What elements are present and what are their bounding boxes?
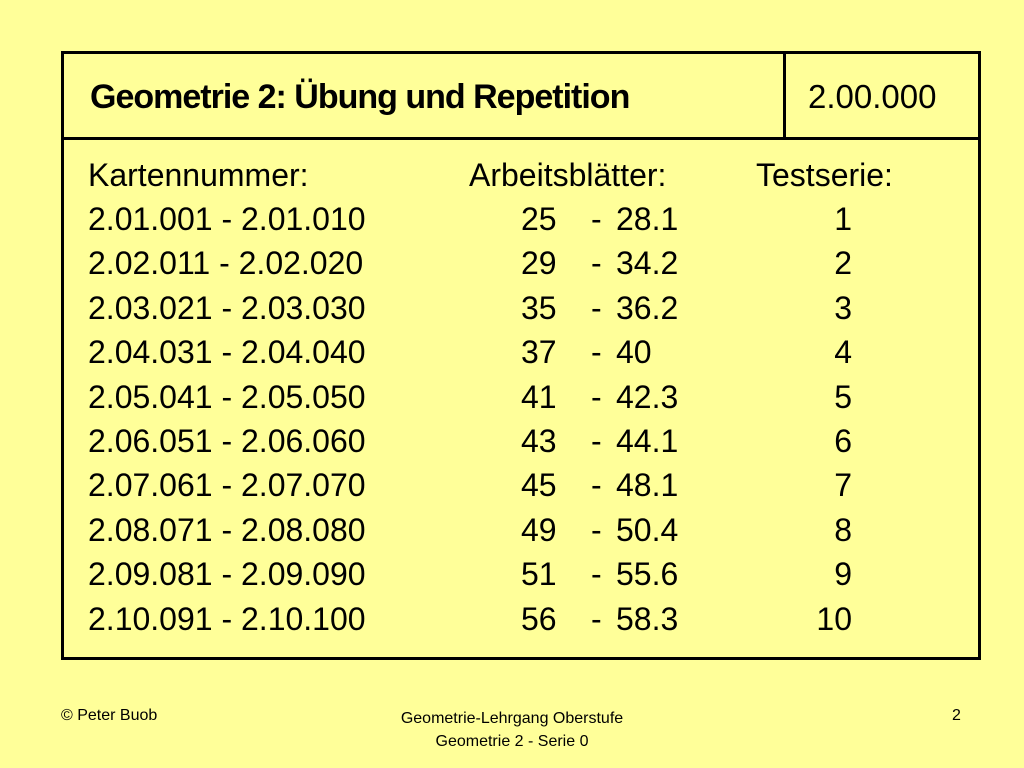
test-series-number: 4 [834, 334, 852, 371]
card-range: 2.03.021 - 2.03.030 [88, 289, 366, 326]
worksheet-from: 51 [521, 556, 557, 593]
test-series-number: 9 [834, 556, 852, 593]
header-cards: Kartennummer: [88, 157, 309, 193]
worksheet-from: 37 [521, 334, 557, 371]
worksheet-from: 41 [521, 378, 557, 415]
table-row [64, 379, 978, 423]
worksheet-to: 42.3 [616, 378, 679, 415]
worksheet-to: 58.3 [616, 600, 679, 637]
range-separator: - [591, 600, 602, 637]
card-range: 2.06.051 - 2.06.060 [88, 423, 366, 459]
footer-author: © Peter Buob [61, 707, 158, 724]
slide-header [64, 54, 978, 140]
table-row [64, 201, 978, 245]
table-row [64, 423, 978, 467]
worksheet-to: 48.1 [616, 467, 679, 504]
worksheet-from: 29 [521, 245, 557, 282]
header-worksheets: Arbeitsblätter: [469, 157, 667, 193]
worksheet-to: 28.1 [616, 201, 679, 237]
test-series-number: 1 [834, 201, 852, 237]
card-range: 2.05.041 - 2.05.050 [88, 378, 366, 415]
footer-series: Geometrie 2 - Serie 0 [435, 733, 589, 750]
table-row [64, 290, 978, 334]
slide-code: 2.00.000 [808, 78, 937, 115]
worksheet-from: 45 [521, 467, 557, 504]
card-range: 2.04.031 - 2.04.040 [88, 334, 366, 371]
table-row [64, 512, 978, 556]
range-separator: - [591, 556, 602, 593]
table-row [64, 556, 978, 600]
table-row [64, 467, 978, 511]
worksheet-from: 49 [521, 511, 557, 548]
footer-course-block [312, 707, 712, 753]
code-cell [783, 54, 981, 137]
header-test: Testserie: [756, 157, 893, 193]
range-separator: - [591, 467, 602, 504]
test-series-number: 6 [834, 423, 852, 459]
card-range: 2.09.081 - 2.09.090 [88, 556, 366, 593]
table-row [64, 245, 978, 289]
worksheet-to: 55.6 [616, 556, 679, 593]
card-range: 2.02.011 - 2.02.020 [88, 245, 364, 282]
range-separator: - [591, 289, 602, 326]
card-range: 2.01.001 - 2.01.010 [88, 201, 366, 237]
card-range: 2.08.071 - 2.08.080 [88, 511, 366, 548]
content-frame [61, 51, 981, 660]
worksheet-from: 35 [521, 289, 557, 326]
test-series-number: 2 [834, 245, 852, 282]
range-separator: - [591, 334, 602, 371]
card-range: 2.07.061 - 2.07.070 [88, 467, 366, 504]
footer-course: Geometrie-Lehrgang Oberstufe [400, 710, 624, 727]
worksheet-from: 43 [521, 423, 557, 459]
test-series-number: 7 [834, 467, 852, 504]
worksheet-to: 36.2 [616, 289, 679, 326]
test-series-number: 10 [816, 600, 852, 637]
worksheet-to: 34.2 [616, 245, 679, 282]
test-series-number: 5 [834, 378, 852, 415]
range-separator: - [591, 378, 602, 415]
test-series-number: 3 [834, 289, 852, 326]
range-separator: - [591, 423, 602, 459]
card-range: 2.10.091 - 2.10.100 [88, 600, 366, 637]
table-row [64, 601, 978, 645]
worksheet-to: 44.1 [616, 423, 679, 459]
test-series-number: 8 [834, 511, 852, 548]
worksheet-to: 50.4 [616, 511, 679, 548]
range-separator: - [591, 245, 602, 282]
table-row [64, 334, 978, 378]
range-separator: - [591, 511, 602, 548]
worksheet-to: 40 [616, 334, 652, 371]
worksheet-from: 56 [521, 600, 557, 637]
range-separator: - [591, 201, 602, 237]
footer-page-number: 2 [952, 707, 961, 724]
worksheet-from: 25 [521, 201, 557, 237]
slide-title: Geometrie 2: Übung und Repetition [90, 78, 630, 116]
